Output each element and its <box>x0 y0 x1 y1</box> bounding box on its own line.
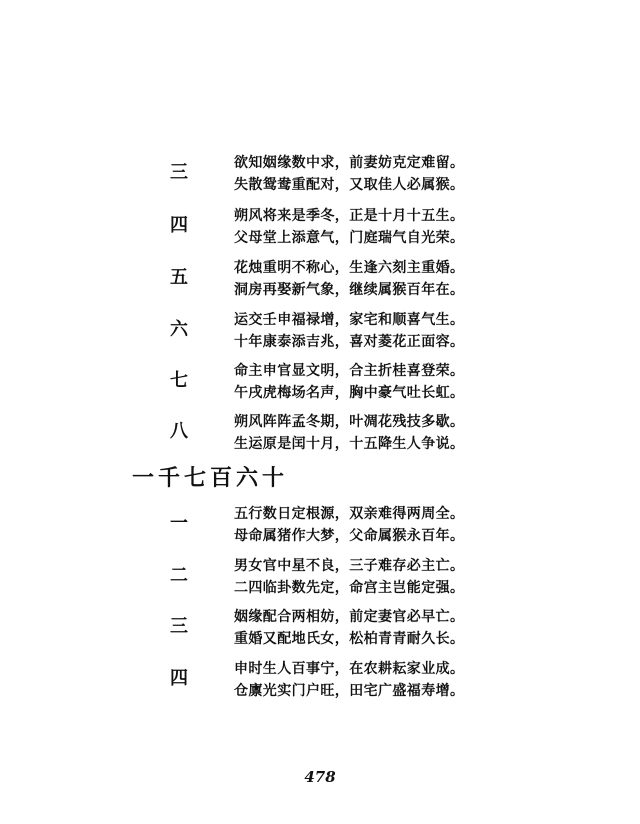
entry-number: 五 <box>170 267 188 288</box>
entry-number: 四 <box>170 668 188 689</box>
entry-number: 七 <box>170 370 188 391</box>
entry <box>0 608 640 658</box>
verse-line: 男女官中星不良，三子难存必主亡。 <box>234 558 465 574</box>
verse-line: 二四临卦数先定，命宫主岂能定强。 <box>234 580 465 596</box>
entry <box>0 660 640 710</box>
entry-number: 八 <box>170 421 188 442</box>
verse-line: 仓廪光实门户旺，田宅广盛福寿增。 <box>234 683 465 699</box>
verse-line: 申时生人百事宁，在农耕耘家业成。 <box>234 661 465 677</box>
entry <box>0 413 640 463</box>
verse-line: 洞房再娶新气象，继续属猴百年在。 <box>234 282 465 298</box>
verse-line: 失散鸳鸯重配对，又取佳人必属猴。 <box>234 177 465 193</box>
verse-line: 朔风将来是季冬，正是十月十五生。 <box>234 208 465 224</box>
entry-number: 一 <box>170 513 188 534</box>
verse-line: 生运原是闰十月，十五降生人争说。 <box>234 436 465 452</box>
entry-number: 二 <box>170 565 188 586</box>
verse-line: 五行数日定根源，双亲难得两周全。 <box>234 506 465 522</box>
entry <box>0 505 640 555</box>
page-number: 478 <box>304 768 336 786</box>
verse-line: 命主申官显文明，合主折桂喜登荣。 <box>234 363 465 379</box>
entry <box>0 362 640 412</box>
verse-line: 花烛重明不称心，生逢六刻主重婚。 <box>234 260 465 276</box>
verse-line: 十年康泰添吉兆，喜对菱花正面容。 <box>234 334 465 350</box>
entry <box>0 154 640 204</box>
entry <box>0 259 640 309</box>
entry-number: 六 <box>170 319 188 340</box>
verse-line: 朔风阵阵孟冬期，叶凋花残技多歇。 <box>234 414 465 430</box>
entry-number: 三 <box>170 616 188 637</box>
verse-line: 午戌虎梅场名声，胸中豪气吐长虹。 <box>234 385 465 401</box>
verse-line: 母命属猪作大梦，父命属猴永百年。 <box>234 528 465 544</box>
verse-line: 姻缘配合两相妨，前定妻官必早亡。 <box>234 609 465 625</box>
entry-number: 三 <box>170 162 188 183</box>
verse-line: 重婚又配地氏女，松柏青青耐久长。 <box>234 631 465 647</box>
section-title: 一千七百六十 <box>132 466 289 491</box>
entry <box>0 207 640 257</box>
entry-number: 四 <box>170 215 188 236</box>
entry <box>0 311 640 361</box>
verse-line: 欲知姻缘数中求，前妻妨克定难留。 <box>234 155 465 171</box>
verse-line: 父母堂上添意气，门庭瑞气自光荣。 <box>234 230 465 246</box>
verse-line: 运交壬申福禄增，家宅和顺喜气生。 <box>234 312 465 328</box>
entry <box>0 557 640 607</box>
